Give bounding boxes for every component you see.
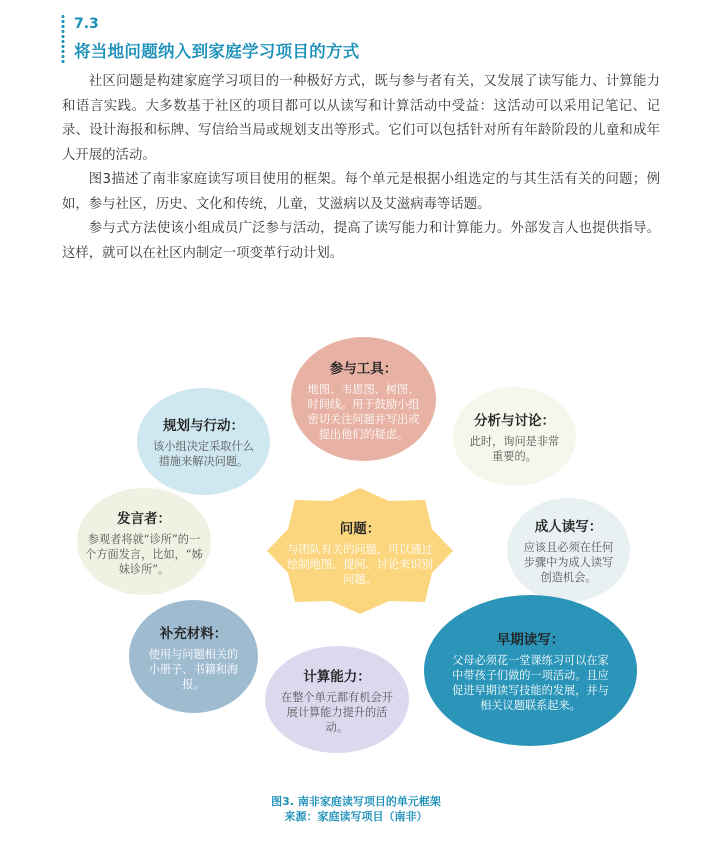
- figure-caption: 图3. 南非家庭读写项目的单元框架: [271, 795, 441, 808]
- numeracy-title: 计算能力：: [303, 668, 371, 685]
- planning-node: [137, 388, 270, 495]
- paragraph-3: 参与式方法使该小组成员广泛参与活动，提高了读写能力和计算能力。外部发言人也提供指导。这样，就可以在社区内制定一项变革行动计划。: [62, 221, 660, 261]
- early-node: [424, 595, 637, 746]
- planning-text: 该小组决定采取什么措施来解决问题。: [153, 440, 254, 468]
- figure-source: 来源：家庭读写项目（南非）: [284, 810, 428, 823]
- tools-text: 地图、韦恩图、树图、时间线。用于鼓励小组密切关注问题并写出或提出他们的疑虑。: [307, 382, 420, 441]
- adult-title: 成人读写：: [534, 519, 603, 535]
- materials-text: 使用与问题相关的小册子、书籍和海报。: [148, 647, 239, 691]
- analysis-node: [453, 387, 576, 486]
- speaker-node: [77, 488, 211, 595]
- center-text: 与团队有关的问题，可以通过绘制地图、提问、讨论来识别问题。: [287, 543, 433, 586]
- speaker-title: 发言者：: [117, 510, 171, 527]
- adult-text: 应该且必须在任何步骤中为成人读写创造机会。: [523, 541, 614, 584]
- speaker-text: 参观者将就“诊所”的一个方面发言，比如，“姊妹诊所”。: [85, 532, 203, 576]
- numeracy-node: [265, 646, 409, 753]
- section-number: 7.3: [74, 16, 99, 32]
- paragraph-1: 社区问题是构建家庭学习项目的一种极好方式，既与参与者有关，又发展了读写能力、计算能力和语言实践。大多数基于社区的项目都可以从读写和计算活动中受益：这活动可以采用记笔记、记录、设计海报和标牌、写信给当局或规划支出等形式。它们可以包括针对所有年龄阶段的儿童和成年人开展的活动。: [62, 74, 660, 163]
- early-text: 父母必须花一堂课练习可以在家中带孩子们做的一项活动。且应促进早期读写技能的发展，并与相关议题联系起来。: [452, 654, 609, 712]
- section-title: 将当地问题纳入到家庭学习项目的方式: [74, 42, 360, 61]
- planning-title: 规划与行动：: [163, 418, 244, 434]
- analysis-title: 分析与讨论：: [474, 413, 555, 429]
- analysis-text: 此时，询问是非常重要的。: [469, 435, 560, 463]
- body-text: [62, 70, 660, 266]
- early-title: 早期读写：: [496, 632, 565, 648]
- paragraph-2: 图3描述了南非家庭读写项目使用的框架。每个单元是根据小组选定的与其生活有关的问题；例如，参与社区，历史、文化和传统，儿童，艾滋病以及艾滋病毒等话题。: [62, 172, 660, 212]
- center-node: [283, 500, 437, 604]
- numeracy-text: 在整个单元都有机会开展计算能力提升的活动。: [281, 690, 393, 734]
- materials-title: 补充材料：: [159, 625, 228, 642]
- tools-node: [291, 337, 436, 461]
- tools-title: 参与工具：: [329, 360, 398, 377]
- adult-node: [507, 498, 630, 602]
- materials-node: [129, 600, 258, 713]
- section-marker-dots: [61, 14, 65, 64]
- center-title: 问题：: [339, 521, 381, 537]
